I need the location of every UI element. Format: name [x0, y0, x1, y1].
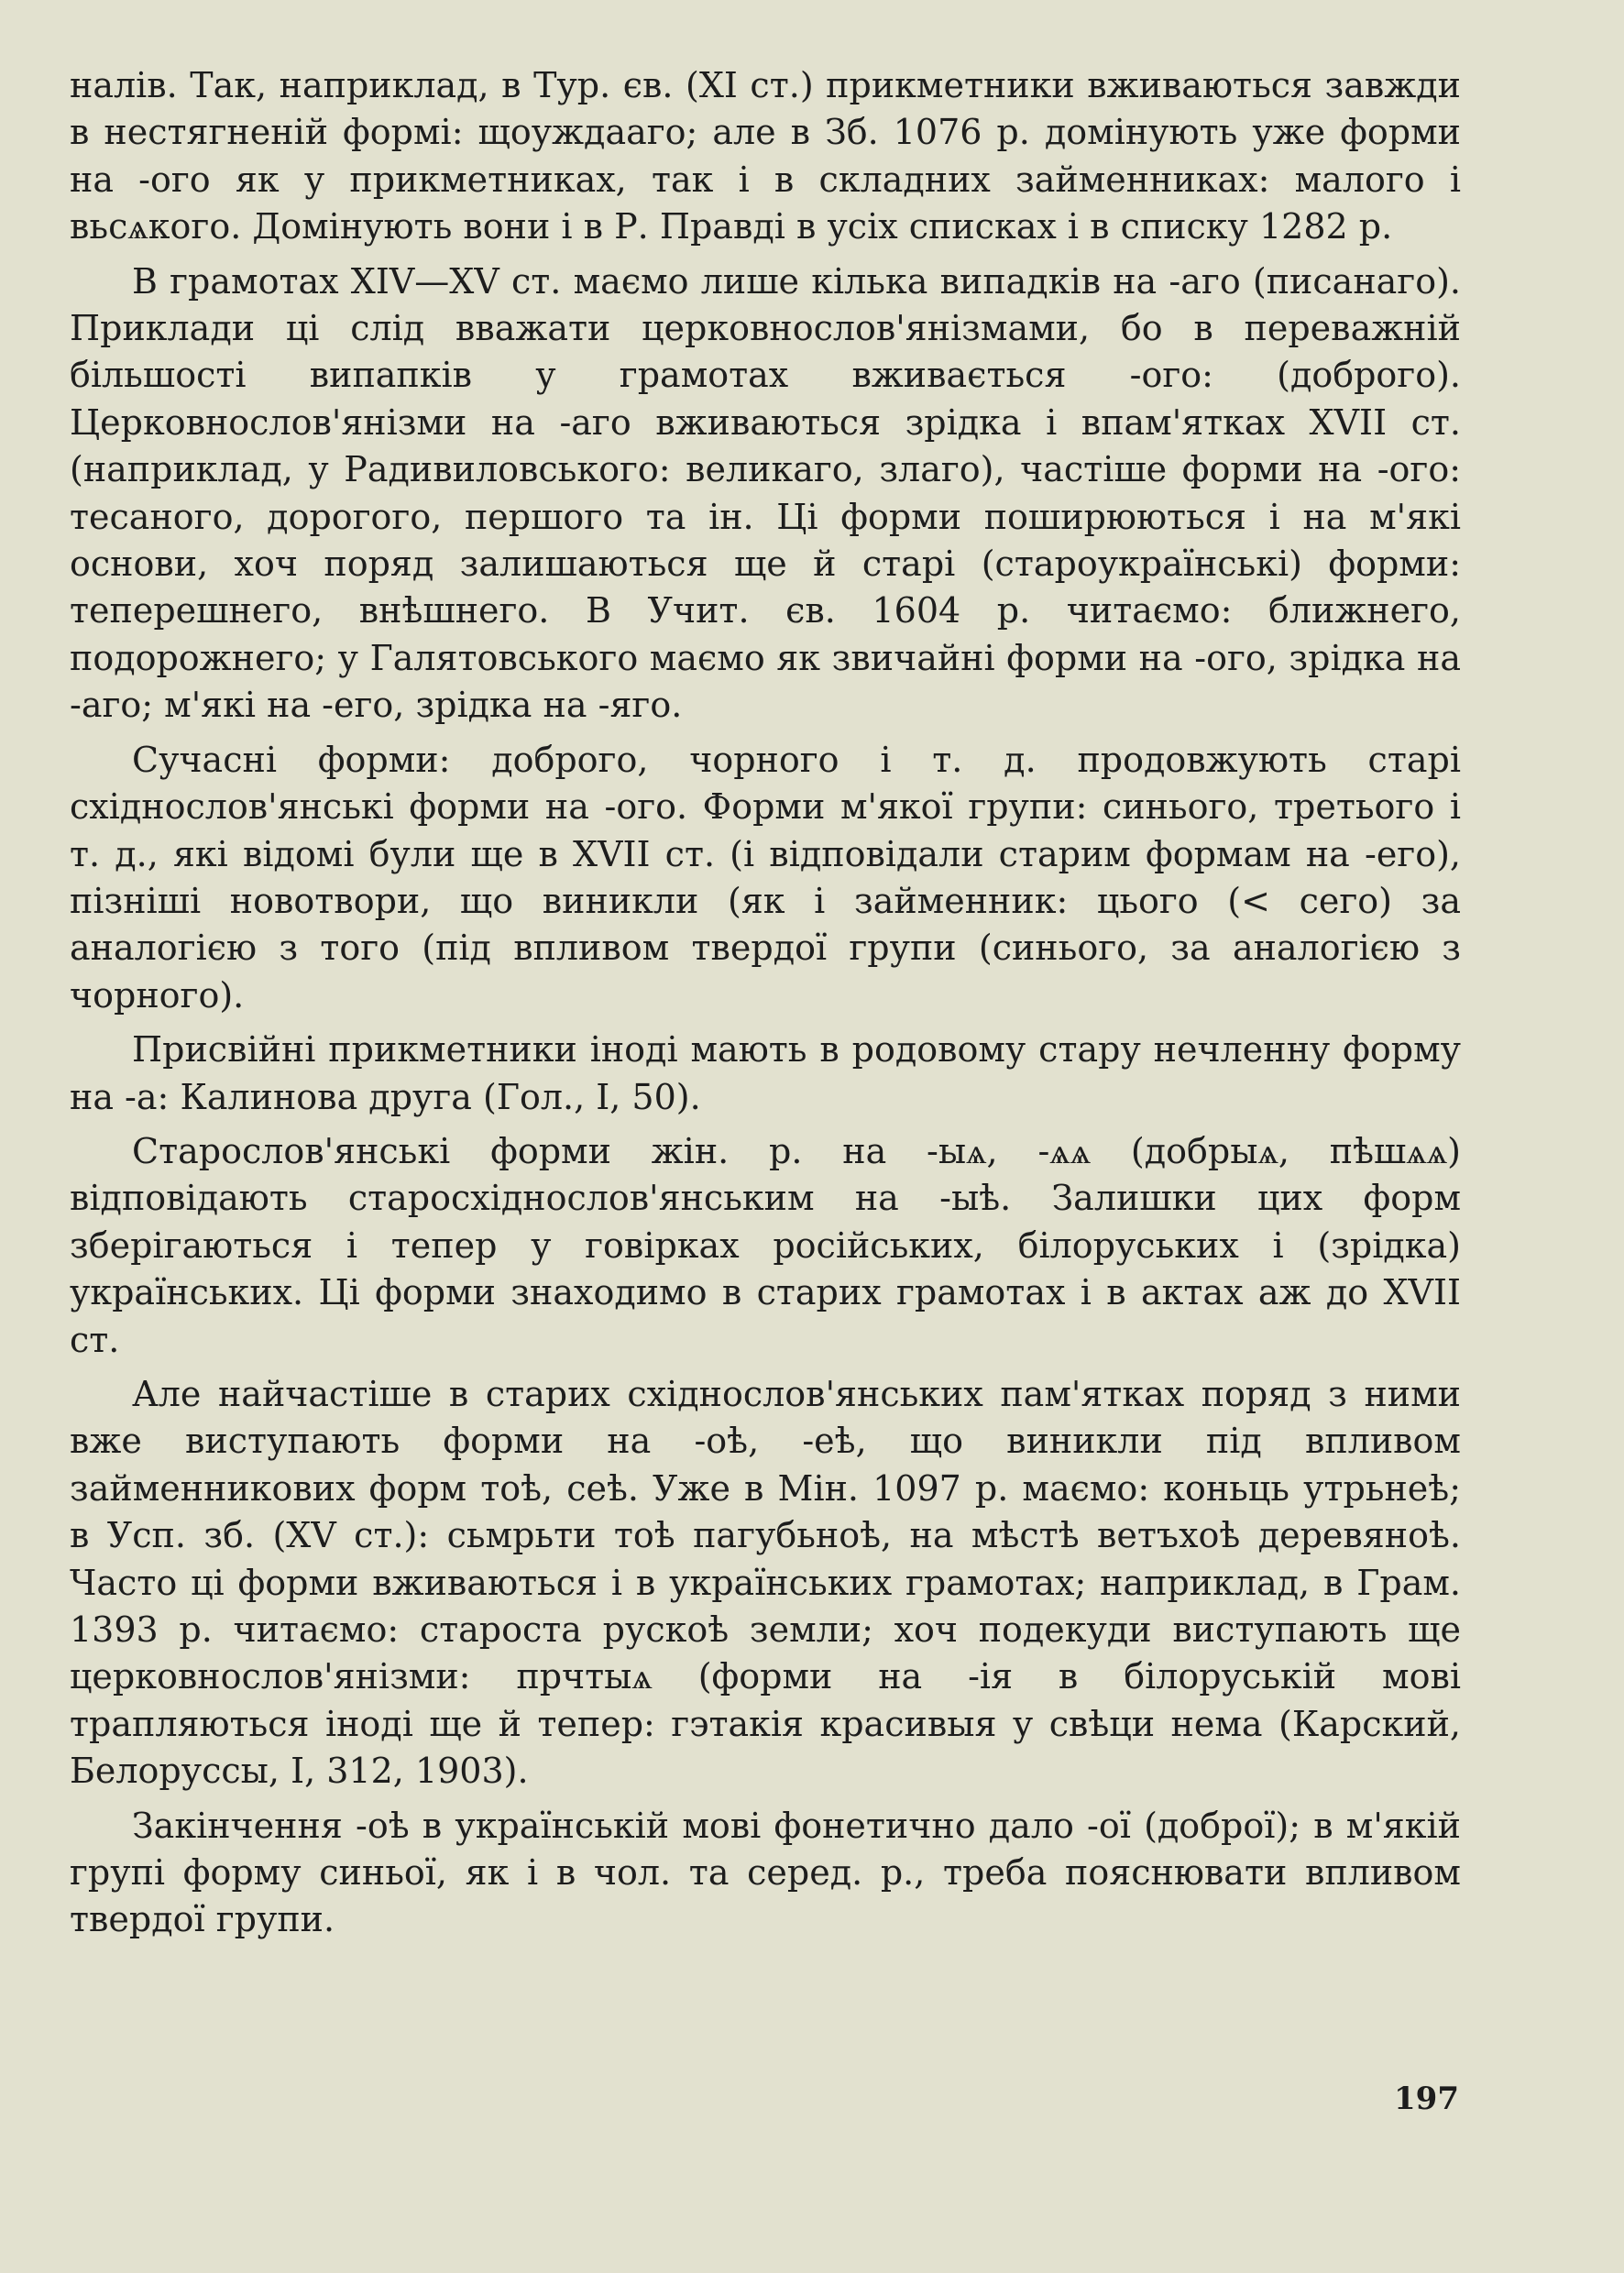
paragraph-2: В грамотах XIV—XV ст. маємо лише кілька випадків на -аго (писанаго). Приклади ці слід вважати церковнослов'янізмами, бо в переважній більшості випапків у грамотах вживається -ого: (доброго). Церковнослов'янізми на -аго вживаються зрідка і впам'ятках XVII ст. (наприклад, у Радивиловського: великаго, злаго), частіше форми на -ого: тесаного, дорогого, першого та ін. Ці форми поширюються і на м'які основи, хоч поряд залишаються ще й старі (староукраїнські) форми: теперешнего, внѣшнего. В Учит. єв. 1604 р. читаємо: ближнего, подорожнего; у Галятовського маємо як звичайні форми на -ого, зрідка на -аго; м'які на -его, зрідка на -яго.: [70, 260, 1461, 726]
page-number: 197: [1394, 2081, 1459, 2117]
paragraph-3: Сучасні форми: доброго, чорного і т. д. продовжують старі східнослов'янські форми на -ого. Форми м'якої групи: синього, третього і т. д., які відомі були ще в XVII ст. (і відповідали старим формам на -его), пізніші новотвори, що виникли (як і займенник: цього (< сего) за аналогією з того (під впливом твердої групи (синього, за аналогією з чорного).: [70, 739, 1461, 1016]
paragraph-6: Але найчастіше в старих східнослов'янських пам'ятках поряд з ними вже виступають форми на -оѣ, -еѣ, що виникли під впливом займенникових форм тоѣ, сеѣ. Уже в Мін. 1097 р. маємо: коньць утрьнеѣ; в Усп. зб. (XV ст.): сьмрьти тоѣ пагубьноѣ, на мѣстѣ ветъхоѣ деревяноѣ. Часто ці форми вживаються і в українських грамотах; наприклад, в Грам. 1393 р. читаємо: староста рускоѣ земли; хоч подекуди виступають ще церковнослов'янізми: прчтыѧ (форми на -ія в білоруській мові трапляються іноді ще й тепер: гэтакія красивыя у свѣци нема (Карский, Белоруссы, І, 312, 1903).: [70, 1373, 1461, 1792]
paragraph-7: Закінчення -оѣ в українській мові фонетично дало -ої (доброї); в м'якій групі форму синьої, як і в чол. та серед. р., треба пояснювати впливом твердої групи.: [70, 1805, 1461, 1940]
paragraph-1: налів. Так, наприклад, в Тур. єв. (XI ст.) прикметники вживаються завжди в нестягненій формі: щоуждааго; але в Зб. 1076 р. домінують уже форми на -ого як у прикметниках, так і в складних займенниках: малого і вьсѧкого. Домінують вони і в Р. Правді в усіх списках і в списку 1282 р.: [70, 65, 1461, 247]
paragraph-5: Старослов'янські форми жін. р. на -ыѧ, -ѧѧ (добрыѧ, пѣшѧѧ) відповідають старосхіднослов'янським на -ыѣ. Залишки цих форм зберігаються і тепер у говірках російських, білоруських і (зрідка) українських. Ці форми знаходимо в старих грамотах і в актах аж до XVII ст.: [70, 1130, 1461, 1360]
paragraph-4: Присвійні прикметники іноді мають в родовому стару нечленну форму на -а: Калинова друга (Гол., І, 50).: [70, 1029, 1461, 1117]
